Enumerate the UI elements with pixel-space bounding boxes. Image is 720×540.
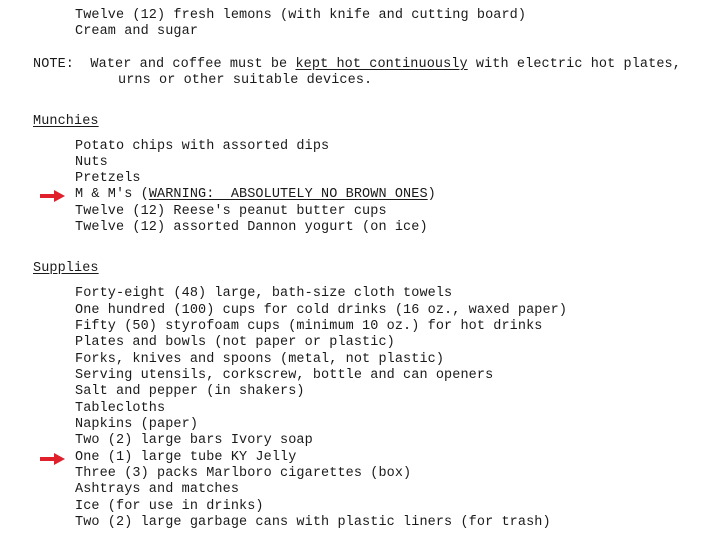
list-item: Two (2) large bars Ivory soap xyxy=(75,433,313,448)
section-heading-supplies: Supplies xyxy=(33,261,99,276)
red-arrow-icon xyxy=(40,453,66,465)
note-continuation: urns or other suitable devices. xyxy=(118,73,373,88)
list-item: Nuts xyxy=(75,155,108,170)
list-item: Two (2) large garbage cans with plastic liners (for trash) xyxy=(75,515,551,530)
list-item: Three (3) packs Marlboro cigarettes (box) xyxy=(75,466,412,481)
list-item: Twelve (12) fresh lemons (with knife and cutting board) xyxy=(75,8,527,23)
list-item: Cream and sugar xyxy=(75,24,199,39)
list-item: Serving utensils, corkscrew, bottle and can openers xyxy=(75,368,494,383)
list-item: One hundred (100) cups for cold drinks (16 oz., waxed paper) xyxy=(75,303,568,318)
note-text: Water and coffee must be xyxy=(90,57,296,72)
note-line xyxy=(33,57,681,73)
mms-prefix: M & M's ( xyxy=(75,187,149,202)
list-item: Tablecloths xyxy=(75,401,166,416)
list-item: Salt and pepper (in shakers) xyxy=(75,384,305,399)
list-item: Potato chips with assorted dips xyxy=(75,139,330,154)
mms-suffix: ) xyxy=(427,187,436,202)
list-item: Pretzels xyxy=(75,171,141,186)
note-text-end: with electric hot plates, xyxy=(467,57,681,72)
list-item: Twelve (12) assorted Dannon yogurt (on ice) xyxy=(75,220,428,235)
note-label: NOTE: xyxy=(33,57,75,72)
red-arrow-icon xyxy=(40,190,66,202)
list-item-mms xyxy=(75,187,436,203)
list-item: Twelve (12) Reese's peanut butter cups xyxy=(75,204,387,219)
mms-warning: WARNING: ABSOLUTELY NO BROWN ONES xyxy=(148,187,428,202)
list-item: Ashtrays and matches xyxy=(75,482,240,497)
section-heading-munchies: Munchies xyxy=(33,114,99,129)
list-item: Ice (for use in drinks) xyxy=(75,499,264,514)
list-item: Forks, knives and spoons (metal, not plastic) xyxy=(75,352,445,367)
list-item: Napkins (paper) xyxy=(75,417,199,432)
list-item-ky: One (1) large tube KY Jelly xyxy=(75,450,297,465)
list-item: Forty-eight (48) large, bath-size cloth towels xyxy=(75,286,453,301)
list-item: Fifty (50) styrofoam cups (minimum 10 oz.) for hot drinks xyxy=(75,319,543,334)
note-emphasis: kept hot continuously xyxy=(295,57,468,72)
list-item: Plates and bowls (not paper or plastic) xyxy=(75,335,395,350)
